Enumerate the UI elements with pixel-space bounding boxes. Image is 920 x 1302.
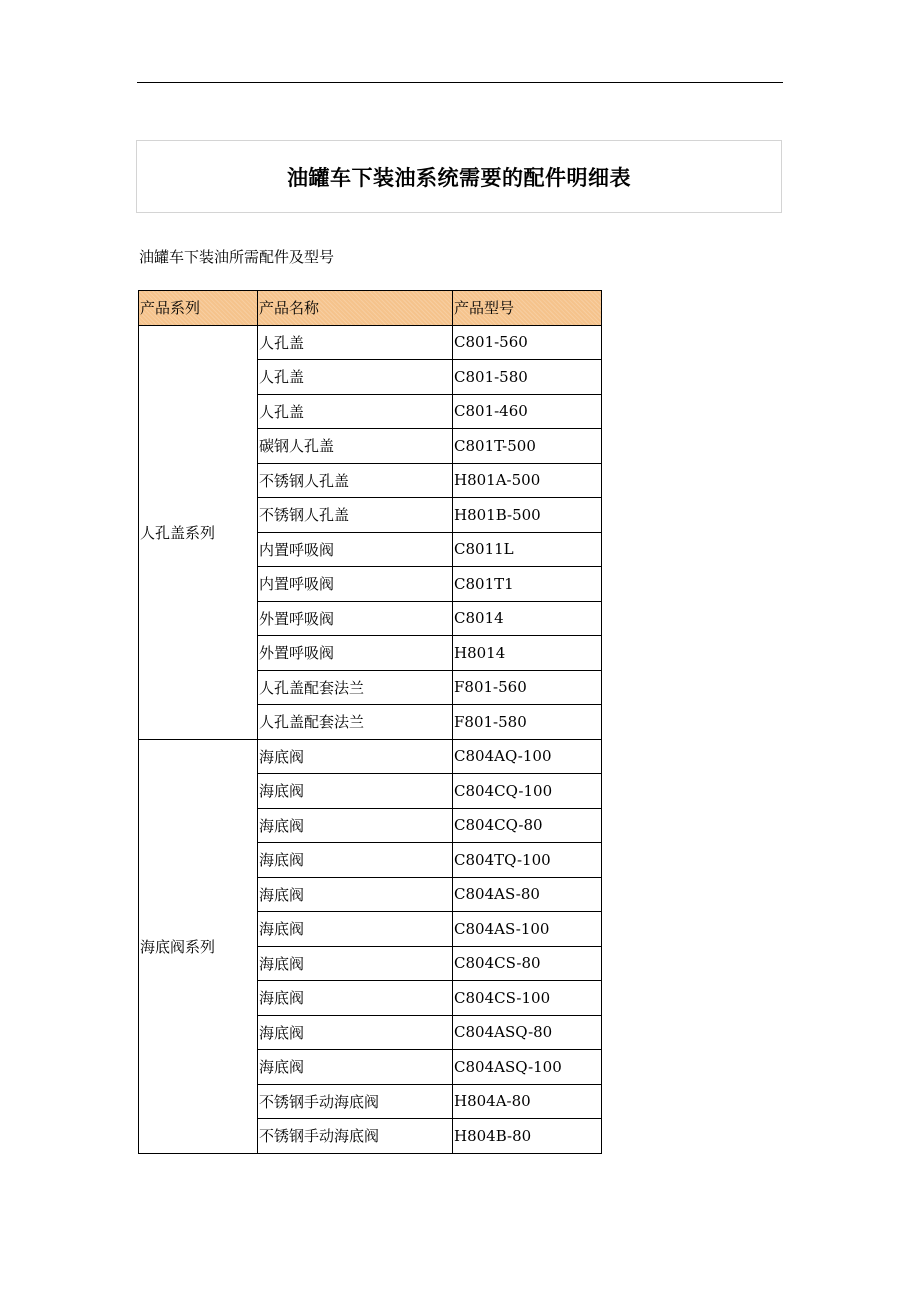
header-series: 产品系列 xyxy=(139,291,258,326)
model-cell: C804AS-80 xyxy=(453,877,602,912)
product-name-cell: 碳钢人孔盖 xyxy=(258,429,453,464)
product-name-cell: 内置呼吸阀 xyxy=(258,567,453,602)
model-cell: C804CS-100 xyxy=(453,981,602,1016)
product-name-cell: 海底阀 xyxy=(258,877,453,912)
header-model: 产品型号 xyxy=(453,291,602,326)
product-name-cell: 内置呼吸阀 xyxy=(258,532,453,567)
product-name-cell: 不锈钢人孔盖 xyxy=(258,463,453,498)
product-name-cell: 海底阀 xyxy=(258,946,453,981)
product-name-cell: 不锈钢手动海底阀 xyxy=(258,1084,453,1119)
product-name-cell: 人孔盖 xyxy=(258,360,453,395)
product-name-cell: 人孔盖配套法兰 xyxy=(258,705,453,740)
product-name-cell: 外置呼吸阀 xyxy=(258,636,453,671)
product-name-cell: 不锈钢手动海底阀 xyxy=(258,1119,453,1154)
model-cell: F801-580 xyxy=(453,705,602,740)
series-cell: 人孔盖系列 xyxy=(139,325,258,739)
product-name-cell: 人孔盖 xyxy=(258,394,453,429)
model-cell: C8011L xyxy=(453,532,602,567)
header-product-name: 产品名称 xyxy=(258,291,453,326)
table-body xyxy=(139,325,602,1153)
model-cell: C801-460 xyxy=(453,394,602,429)
title-box xyxy=(136,140,782,213)
model-cell: H804A-80 xyxy=(453,1084,602,1119)
model-cell: F801-560 xyxy=(453,670,602,705)
product-name-cell: 海底阀 xyxy=(258,981,453,1016)
model-cell: C801T-500 xyxy=(453,429,602,464)
model-cell: C804ASQ-100 xyxy=(453,1050,602,1085)
product-name-cell: 海底阀 xyxy=(258,1050,453,1085)
product-name-cell: 海底阀 xyxy=(258,912,453,947)
product-name-cell: 海底阀 xyxy=(258,843,453,878)
model-cell: H804B-80 xyxy=(453,1119,602,1154)
model-cell: C801-580 xyxy=(453,360,602,395)
product-name-cell: 外置呼吸阀 xyxy=(258,601,453,636)
header-rule xyxy=(137,82,783,83)
parts-table xyxy=(138,290,602,1154)
table-row xyxy=(139,739,602,774)
model-cell: C804ASQ-80 xyxy=(453,1015,602,1050)
model-cell: H8014 xyxy=(453,636,602,671)
product-name-cell: 海底阀 xyxy=(258,739,453,774)
product-name-cell: 海底阀 xyxy=(258,1015,453,1050)
document-title: 油罐车下装油系统需要的配件明细表 xyxy=(287,164,631,190)
model-cell: C804TQ-100 xyxy=(453,843,602,878)
model-cell: C804CS-80 xyxy=(453,946,602,981)
model-cell: H801A-500 xyxy=(453,463,602,498)
product-name-cell: 不锈钢人孔盖 xyxy=(258,498,453,533)
model-cell: C801T1 xyxy=(453,567,602,602)
model-cell: C801-560 xyxy=(453,325,602,360)
table-header-row xyxy=(139,291,602,326)
model-cell: C804CQ-80 xyxy=(453,808,602,843)
product-name-cell: 人孔盖 xyxy=(258,325,453,360)
product-name-cell: 人孔盖配套法兰 xyxy=(258,670,453,705)
table-row xyxy=(139,325,602,360)
product-name-cell: 海底阀 xyxy=(258,808,453,843)
model-cell: C804AQ-100 xyxy=(453,739,602,774)
model-cell: C8014 xyxy=(453,601,602,636)
model-cell: C804AS-100 xyxy=(453,912,602,947)
series-cell: 海底阀系列 xyxy=(139,739,258,1153)
product-name-cell: 海底阀 xyxy=(258,774,453,809)
model-cell: C804CQ-100 xyxy=(453,774,602,809)
table-caption: 油罐车下装油所需配件及型号 xyxy=(139,248,335,266)
model-cell: H801B-500 xyxy=(453,498,602,533)
